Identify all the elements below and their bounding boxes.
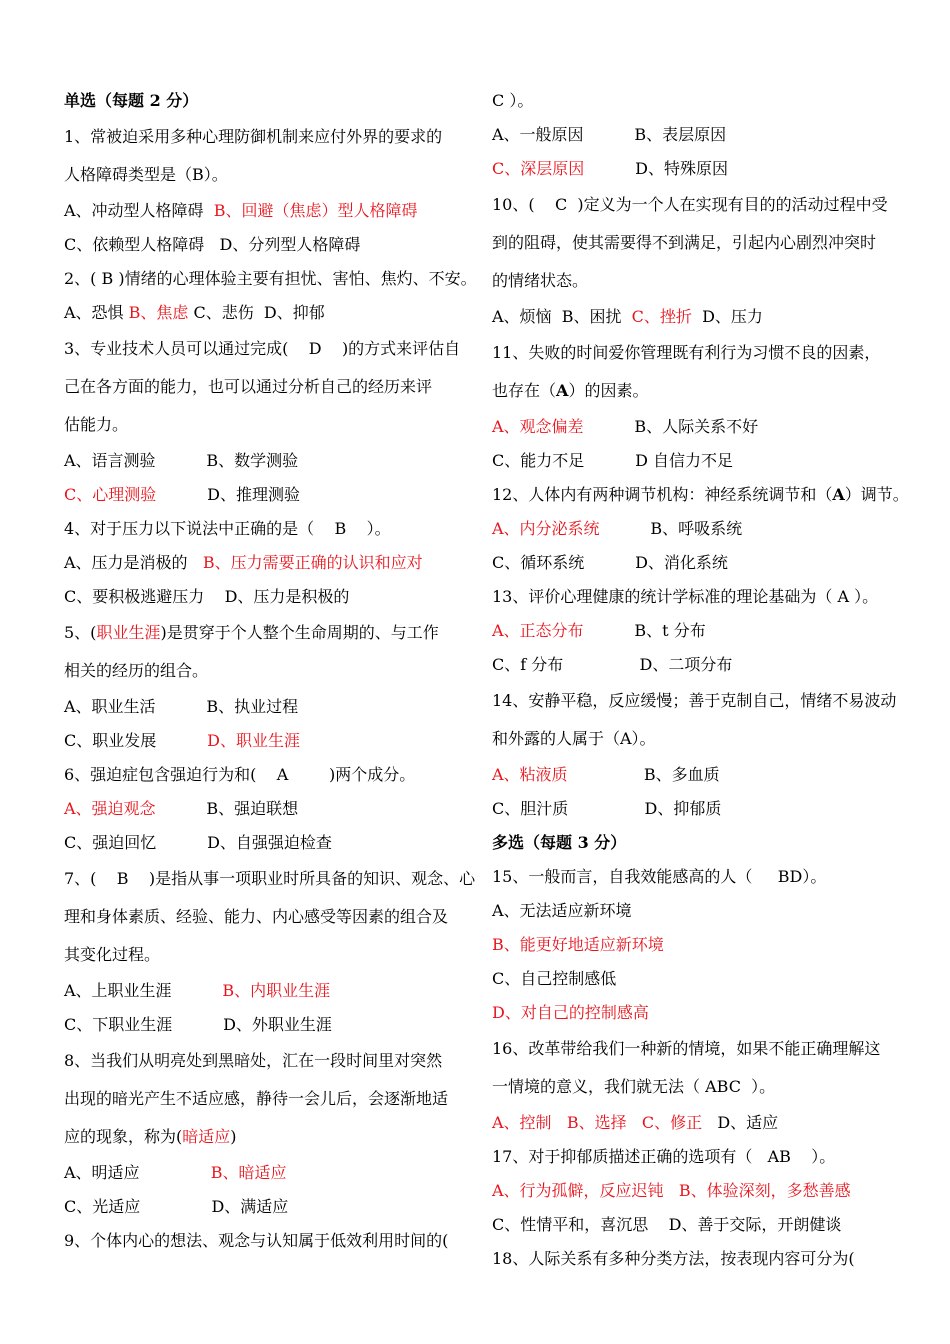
left-column — [64, 84, 477, 1258]
left-line-5 — [64, 262, 477, 296]
right-line-27 — [492, 1030, 912, 1068]
answer-text: A、行为孤僻，反应迟钝 B、体验深刻，多愁善感 — [492, 1181, 851, 1200]
answer-text: B、暗适应 — [210, 1163, 287, 1182]
right-line-7 — [492, 334, 912, 372]
left-line-25 — [64, 974, 468, 1008]
question-text: 一情境的意义，我们就无法（ ABC ）。 — [492, 1077, 776, 1096]
left-line-14 — [64, 580, 468, 614]
question-text: 8、当我们从明亮处到黑暗处，汇在一段时间里对突然 — [64, 1051, 443, 1070]
question-text: 出现的暗光产生不适应感，静待一会儿后，会逐渐地适 — [64, 1089, 449, 1108]
question-text: 7、( B )是指从事一项职业时所具备的知识、观念、心 — [64, 869, 476, 888]
question-text: C ）。 — [492, 91, 534, 110]
right-line-17 — [492, 682, 912, 720]
question-text: B、多血质 — [567, 765, 720, 784]
answer-text: 暗适应 — [182, 1127, 231, 1146]
question-text: C、循环系统 D、消化系统 — [492, 553, 728, 572]
right-line-10 — [492, 444, 912, 478]
question-text: 18、人际关系有多种分类方法，按表现内容可分为( — [492, 1249, 855, 1268]
question-text: A、无法适应新环境 — [492, 901, 632, 920]
question-text: A、恐惧 — [64, 303, 129, 322]
right-line-26 — [492, 996, 912, 1030]
question-text: 1、常被迫采用多种心理防御机制来应付外界的要求的 — [64, 127, 443, 146]
answer-text: C、挫折 — [631, 307, 692, 326]
question-text: 10、( C )定义为一个人在实现有目的的活动过程中受 — [492, 195, 888, 214]
right-line-19 — [492, 758, 912, 792]
right-line-23 — [492, 894, 912, 928]
left-line-16 — [64, 652, 468, 690]
right-line-9 — [492, 410, 912, 444]
question-text: A、压力是消极的 — [64, 553, 203, 572]
question-text: )是贯穿于个人整个生命周期的、与工作 — [160, 623, 439, 642]
question-text: B、人际关系不好 — [583, 417, 759, 436]
right-line-33 — [492, 1242, 912, 1276]
right-line-14 — [492, 580, 912, 614]
question-text: ) — [230, 1127, 237, 1146]
answer-text: D、对自己的控制感高 — [492, 1003, 649, 1022]
left-line-18 — [64, 724, 468, 758]
question-text: A、职业生活 B、执业过程 — [64, 697, 299, 716]
right-line-28 — [492, 1068, 912, 1106]
left-line-26 — [64, 1008, 468, 1042]
question-text: 应的现象，称为( — [64, 1127, 183, 1146]
right-line-22 — [492, 860, 912, 894]
question-text: 己在各方面的能力，也可以通过分析自己的经历来评 — [64, 377, 433, 396]
question-text: 理和身体素质、经验、能力、内心感受等因素的组合及 — [64, 907, 449, 926]
question-text: ）调节。 — [844, 485, 909, 504]
right-line-29 — [492, 1106, 912, 1140]
question-text: 到的阻碍，使其需要得不到满足，引起内心剧烈冲突时 — [492, 233, 877, 252]
left-line-10 — [64, 444, 468, 478]
question-text: D、适应 — [702, 1113, 779, 1132]
question-text: A、一般原因 B、表层原因 — [492, 125, 727, 144]
left-line-32 — [64, 1224, 468, 1258]
left-line-3 — [64, 194, 468, 228]
right-line-13 — [492, 546, 912, 580]
question-text: B、强迫联想 — [155, 799, 299, 818]
right-line-18 — [492, 720, 912, 758]
left-line-11 — [64, 478, 468, 512]
left-line-4 — [64, 228, 468, 262]
question-text: C、性情平和，喜沉思 D、善于交际，开朗健谈 — [492, 1215, 842, 1234]
answer-text: C、心理测验 — [64, 485, 157, 504]
left-line-17 — [64, 690, 468, 724]
left-line-6 — [64, 296, 468, 330]
question-text: B、t 分布 — [583, 621, 706, 640]
question-text: 相关的经历的组合。 — [64, 661, 209, 680]
question-text: D、压力 — [691, 307, 763, 326]
left-line-19 — [64, 758, 468, 792]
right-line-31 — [492, 1174, 912, 1208]
question-text: 2、( B )情绪的心理体验主要有担忧、害怕、焦灼、不安。 — [64, 269, 477, 288]
answer-text: B、压力需要正确的认识和应对 — [202, 553, 423, 572]
right-line-1 — [492, 118, 912, 152]
question-text: 12、人体内有两种调节机构：神经系统调节和（ — [492, 485, 833, 504]
question-text: ）的因素。 — [568, 381, 649, 400]
answer-text: 职业生涯 — [96, 623, 161, 642]
answer-text: D、职业生涯 — [207, 731, 300, 750]
left-line-29 — [64, 1118, 468, 1156]
question-text: 的情绪状态。 — [492, 271, 589, 290]
heading-text: 多选（每题 3 分） — [492, 833, 627, 852]
question-text: A、上职业生涯 — [64, 981, 223, 1000]
answer-text: B、回避（焦虑）型人格障碍 — [213, 201, 418, 220]
right-line-0 — [492, 84, 912, 118]
left-line-24 — [64, 936, 468, 974]
question-text: C、f 分布 D、二项分布 — [492, 655, 733, 674]
left-line-8 — [64, 368, 468, 406]
right-line-11 — [492, 478, 912, 512]
right-column — [492, 84, 912, 1276]
answer-text: C、深层原因 — [492, 159, 585, 178]
right-line-30 — [492, 1140, 912, 1174]
left-line-0 — [64, 84, 468, 118]
question-text: B、呼吸系统 — [599, 519, 743, 538]
answer-text: B、内职业生涯 — [222, 981, 331, 1000]
left-line-22 — [64, 860, 476, 898]
right-line-8 — [492, 372, 912, 410]
answer-text: A、内分泌系统 — [492, 519, 600, 538]
heading-text: A — [556, 381, 569, 400]
left-line-28 — [64, 1080, 468, 1118]
left-line-20 — [64, 792, 468, 826]
left-line-13 — [64, 546, 468, 580]
right-line-2 — [492, 152, 912, 186]
answer-text: A、强迫观念 — [64, 799, 156, 818]
right-line-25 — [492, 962, 912, 996]
left-line-2 — [64, 156, 468, 194]
left-line-31 — [64, 1190, 468, 1224]
question-text: 也存在（ — [492, 381, 557, 400]
right-line-6 — [492, 300, 912, 334]
heading-text: 单选（每题 2 分） — [64, 91, 199, 110]
right-line-21 — [492, 826, 912, 860]
question-text: D、特殊原因 — [584, 159, 728, 178]
question-text: C、悲伤 D、抑郁 — [188, 303, 325, 322]
right-line-32 — [492, 1208, 912, 1242]
question-text: A、语言测验 B、数学测验 — [64, 451, 299, 470]
question-text: C、自己控制感低 — [492, 969, 617, 988]
question-text: 16、改革带给我们一种新的情境，如果不能正确理解这 — [492, 1039, 881, 1058]
answer-text: A、粘液质 — [492, 765, 568, 784]
question-text: 3、专业技术人员可以通过完成( D )的方式来评估自 — [64, 339, 461, 358]
question-text: 9、个体内心的想法、观念与认知属于低效利用时间的( — [64, 1231, 449, 1250]
question-text: C、职业发展 — [64, 731, 208, 750]
question-text: C、下职业生涯 D、外职业生涯 — [64, 1015, 332, 1034]
left-line-30 — [64, 1156, 468, 1190]
question-text: 和外露的人属于（A）。 — [492, 729, 656, 748]
right-line-12 — [492, 512, 912, 546]
right-line-5 — [492, 262, 912, 300]
question-text: 4、对于压力以下说法中正确的是（ B ）。 — [64, 519, 391, 538]
left-line-7 — [64, 330, 468, 368]
left-line-15 — [64, 614, 468, 652]
question-text: C、依赖型人格障碍 D、分列型人格障碍 — [64, 235, 361, 254]
left-line-21 — [64, 826, 468, 860]
question-text: D、推理测验 — [156, 485, 300, 504]
question-text: 其变化过程。 — [64, 945, 161, 964]
question-text: C、能力不足 D 自信力不足 — [492, 451, 734, 470]
question-text: A、冲动型人格障碍 — [64, 201, 214, 220]
left-line-23 — [64, 898, 468, 936]
answer-text: A、观念偏差 — [492, 417, 584, 436]
left-line-9 — [64, 406, 468, 444]
question-text: C、胆汁质 D、抑郁质 — [492, 799, 722, 818]
right-line-15 — [492, 614, 912, 648]
right-line-3 — [492, 186, 912, 224]
left-line-27 — [64, 1042, 468, 1080]
left-line-12 — [64, 512, 468, 546]
question-text: C、光适应 D、满适应 — [64, 1197, 289, 1216]
right-line-4 — [492, 224, 912, 262]
question-text: C、要积极逃避压力 D、压力是积极的 — [64, 587, 350, 606]
left-line-1 — [64, 118, 468, 156]
question-text: 6、强迫症包含强迫行为和( A )两个成分。 — [64, 765, 416, 784]
question-text: 人格障碍类型是（B）。 — [64, 165, 228, 184]
right-line-24 — [492, 928, 912, 962]
question-text: 14、安静平稳，反应缓慢；善于克制自己，情绪不易波动 — [492, 691, 897, 710]
right-line-20 — [492, 792, 912, 826]
question-text: A、明适应 — [64, 1163, 211, 1182]
answer-text: B、能更好地适应新环境 — [492, 935, 664, 954]
question-text: A、烦恼 B、困扰 — [492, 307, 632, 326]
answer-text: A、控制 B、选择 C、修正 — [492, 1113, 703, 1132]
heading-text: A — [832, 485, 845, 504]
answer-text: A、正态分布 — [492, 621, 584, 640]
question-text: 11、失败的时间爱你管理既有利行为习惯不良的因素， — [492, 343, 881, 362]
question-text: 17、对于抑郁质描述正确的选项有（ AB ）。 — [492, 1147, 836, 1166]
question-text: 15、一般而言，自我效能感高的人（ BD）。 — [492, 867, 827, 886]
answer-text: B、焦虑 — [128, 303, 189, 322]
question-text: 5、( — [64, 623, 97, 642]
question-text: 估能力。 — [64, 415, 129, 434]
question-text: 13、评价心理健康的统计学标准的理论基础为（ A ）。 — [492, 587, 879, 606]
question-text: C、强迫回忆 D、自强强迫检查 — [64, 833, 332, 852]
right-line-16 — [492, 648, 912, 682]
